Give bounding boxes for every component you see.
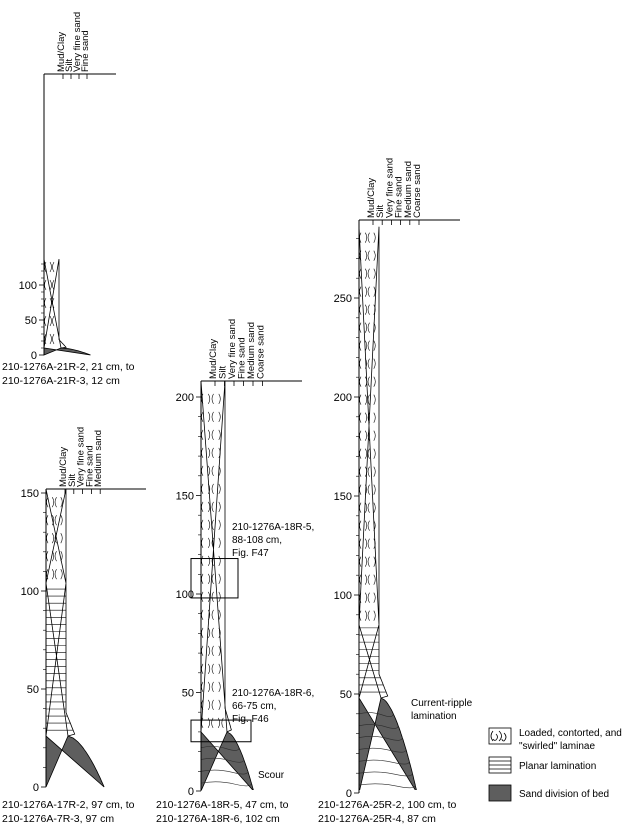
legend-label-contorted-line-2: "swirled" laminae [519,741,596,752]
depth-tick-label: 0 [345,788,352,800]
column-1-units [44,259,91,355]
ripple-label-line-2: lamination [411,711,457,722]
grain-size-label: Medium sand [246,321,257,379]
grain-size-label: Very fine sand [72,11,83,72]
column-2-caption-line-2: 210-1276A-7R-3, 97 cm [2,813,115,825]
column-1-caption-line-1: 210-1276A-21R-2, 21 cm, to [2,361,135,373]
scour-label: Scour [258,770,285,781]
depth-tick-label: 150 [333,491,352,503]
swirled-lamina [360,611,376,621]
grain-size-label: Medium sand [402,160,414,218]
column-3-grain-size-header [208,319,267,386]
column-1-depth-ticks [19,264,44,362]
column-4-depth-ticks [334,239,359,800]
swirled-lamina [202,700,221,710]
column-2-depth-ticks [21,488,46,794]
unit-sand [46,736,104,787]
swirled-lamina [202,718,224,728]
legend-swatch-contorted [489,728,511,744]
column-3-units [201,381,254,791]
legend [489,728,622,801]
grain-size-label: Very fine sand [227,318,238,379]
column-2-caption-line-1: 210-1276A-17R-2, 97 cm, to [2,799,135,811]
legend-item-contorted [489,728,622,752]
column-4-caption-line-1: 210-1276A-25R-2, 100 cm, to [318,799,457,811]
unit-planar [359,625,388,698]
depth-tick-label: 150 [175,490,194,503]
column-3-depth-ticks [176,392,201,798]
column-4-units [359,227,417,793]
swirled-lamina [360,233,376,243]
column-1-grain-size-header [56,12,91,79]
column-3-caption-line-1: 210-1276A-18R-5, 47 cm, to [156,799,289,811]
depth-tick-label: 100 [20,586,39,598]
grain-size-label: Mud/Clay [56,31,67,72]
unit-sand [44,348,91,355]
depth-tick-label: 0 [30,350,37,362]
unit-loaded_contorted [44,259,66,348]
depth-tick-label: 100 [175,589,194,601]
grain-size-label: Fine sand [84,445,96,487]
callout-label: Fig. F47 [232,548,269,559]
column-2-units [46,489,104,787]
sand-lamina [201,782,251,786]
callout-label: 210-1276A-18R-6, [232,688,315,699]
depth-tick-label: 200 [333,392,352,404]
legend-label-planar: Planar lamination [519,761,597,772]
depth-tick-label: 50 [24,315,37,327]
log-column-3 [156,319,314,825]
depth-tick-label: 0 [187,786,194,798]
grain-size-label: Mud/Clay [58,446,69,487]
swirled-lamina [360,575,376,585]
legend-item-planar [489,757,596,773]
depth-tick-label: 50 [339,689,352,701]
column-4-grain-size-header [366,158,423,225]
grain-size-label: Silt [217,365,229,379]
legend-label-sand: Sand division of bed [519,789,610,800]
swirled-lamina [360,593,376,603]
unit-loaded_contorted [201,381,231,732]
grain-size-label: Coarse sand [412,164,423,218]
grain-size-label: Silt [66,473,78,487]
column-2-grain-size-header [58,427,104,494]
callout-label: 88-108 cm, [232,535,283,546]
grain-size-label: Silt [64,58,75,72]
ripple-label-line-1: Current-ripple [411,698,473,709]
depth-tick-label: 50 [26,684,39,696]
depth-tick-label: 50 [181,687,194,700]
column-4-caption-line-2: 210-1276A-25R-4, 87 cm [318,813,436,825]
grain-size-label: Very fine sand [384,157,396,218]
swirled-lamina [202,394,221,404]
grain-size-label: Fine sand [236,337,248,379]
grain-size-label: Mud/Clay [208,338,219,379]
unit-loaded_contorted [46,489,66,583]
grain-size-label: Mud/Clay [366,177,377,218]
log-column-4 [318,158,473,825]
callout-label: 210-1276A-18R-5, [232,522,315,533]
log-column-1 [2,12,135,387]
unit-sand [359,698,417,793]
legend-label-contorted-line-1: Loaded, contorted, and [519,728,622,739]
depth-tick-label: 150 [20,488,39,500]
grain-size-label: Very fine sand [75,426,87,487]
depth-tick-label: 100 [18,280,37,292]
grain-size-label: Fine sand [80,30,91,72]
swirled-lamina [202,412,221,422]
swirled-lamina [360,251,376,261]
callout-label: 66-75 cm, [232,701,277,712]
column-3-caption-line-2: 210-1276A-18R-6, 102 cm [156,813,280,825]
callout-label: Fig. F46 [232,714,269,725]
depth-tick-label: 250 [333,293,352,305]
depth-tick-label: 0 [32,782,39,794]
grain-size-label: Coarse sand [255,325,267,379]
sand-lamina [359,784,415,788]
grain-size-label: Silt [375,204,387,218]
grain-size-label: Fine sand [393,176,405,218]
unit-loaded_contorted [359,227,379,625]
column-1-caption-line-2: 210-1276A-21R-3, 12 cm [2,375,120,387]
depth-tick-label: 200 [175,392,194,404]
grain-size-label: Medium sand [93,429,105,487]
legend-swatch-sand [489,785,511,801]
legend-item-sand [489,785,609,801]
log-column-2 [2,427,146,825]
depth-tick-label: 100 [333,590,352,602]
